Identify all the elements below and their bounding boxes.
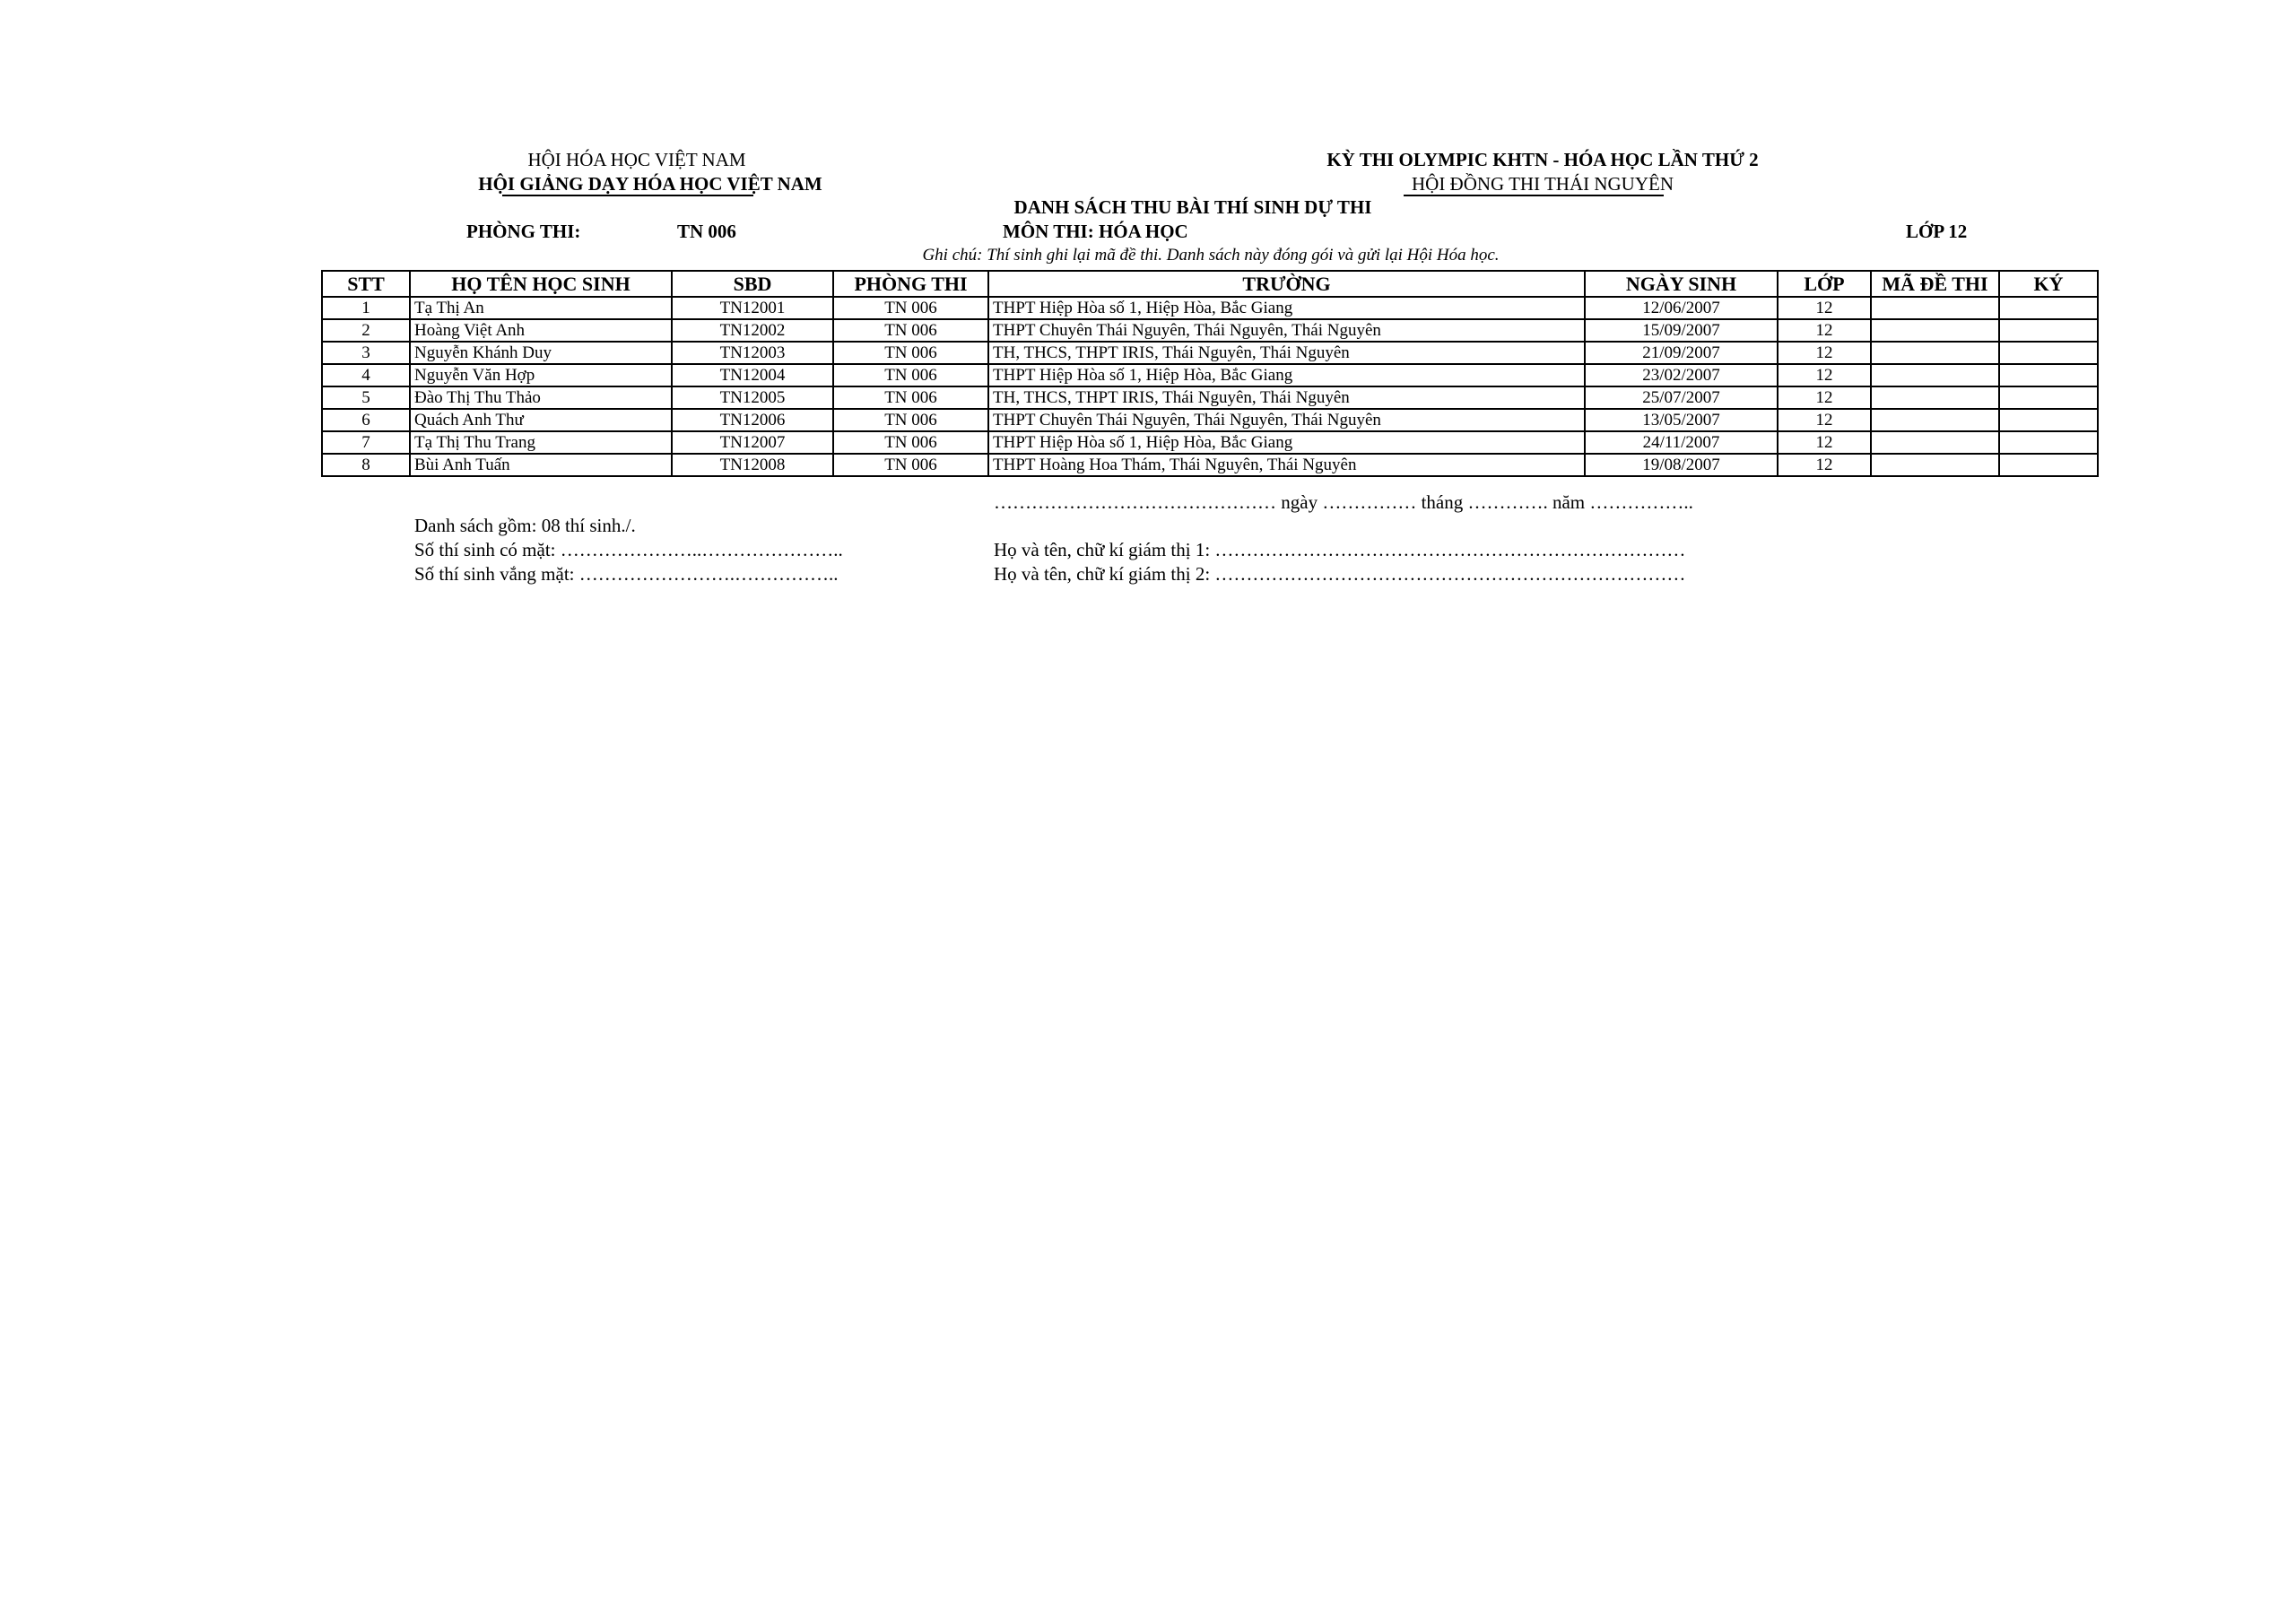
date-line: ……………………………………… ngày …………… tháng …………. năm …………….. [994,491,1693,513]
table-row [322,297,2098,319]
cell-stt: 4 [322,364,410,386]
note: Ghi chú: Thí sinh ghi lại mã đề thi. Danh sách này đóng gói và gửi lại Hội Hóa học. [922,246,1500,265]
cell-class: 12 [1778,454,1871,476]
table-row [322,431,2098,454]
proctor-1-signature: Họ và tên, chữ kí giám thị 1: ………………………………………………………………… [994,539,1686,560]
cell-room: TN 006 [833,454,988,476]
cell-school: THPT Chuyên Thái Nguyên, Thái Nguyên, Thái Nguyên [988,409,1585,431]
cell-school: TH, THCS, THPT IRIS, Thái Nguyên, Thái Nguyên [988,342,1585,364]
cell-birthdate: 13/05/2007 [1585,409,1778,431]
cell-stt: 7 [322,431,410,454]
cell-exam-code[interactable] [1871,454,1999,476]
col-sbd: SBD [672,271,833,297]
cell-sbd: TN12004 [672,364,833,386]
cell-sbd: TN12001 [672,297,833,319]
cell-sbd: TN12005 [672,386,833,409]
col-signature: KÝ [1999,271,2098,297]
cell-birthdate: 19/08/2007 [1585,454,1778,476]
table-row [322,319,2098,342]
table-header-row [322,271,2098,297]
cell-signature[interactable] [1999,409,2098,431]
cell-stt: 2 [322,319,410,342]
cell-name: Đào Thị Thu Thảo [410,386,672,409]
cell-signature[interactable] [1999,319,2098,342]
cell-room: TN 006 [833,364,988,386]
col-stt: STT [322,271,410,297]
cell-signature[interactable] [1999,297,2098,319]
cell-class: 12 [1778,431,1871,454]
table-row [322,386,2098,409]
cell-school: THPT Chuyên Thái Nguyên, Thái Nguyên, Thái Nguyên [988,319,1585,342]
cell-birthdate: 25/07/2007 [1585,386,1778,409]
absent-count: Số thí sinh vắng mặt: …………………….…………….. [414,563,839,585]
cell-school: THPT Hoàng Hoa Thám, Thái Nguyên, Thái Nguyên [988,454,1585,476]
cell-birthdate: 15/09/2007 [1585,319,1778,342]
cell-room: TN 006 [833,431,988,454]
cell-name: Nguyễn Khánh Duy [410,342,672,364]
cell-signature[interactable] [1999,386,2098,409]
col-room: PHÒNG THI [833,271,988,297]
present-count: Số thí sinh có mặt: …………………..………………….. [414,539,843,560]
cell-room: TN 006 [833,386,988,409]
col-exam-code: MÃ ĐỀ THI [1871,271,1999,297]
cell-name: Tạ Thị Thu Trang [410,431,672,454]
cell-room: TN 006 [833,319,988,342]
cell-school: THPT Hiệp Hòa số 1, Hiệp Hòa, Bắc Giang [988,297,1585,319]
table-row [322,364,2098,386]
council-underline [1404,195,1664,196]
cell-name: Tạ Thị An [410,297,672,319]
cell-exam-code[interactable] [1871,297,1999,319]
cell-signature[interactable] [1999,431,2098,454]
cell-room: TN 006 [833,297,988,319]
cell-stt: 8 [322,454,410,476]
cell-sbd: TN12008 [672,454,833,476]
col-birthdate: NGÀY SINH [1585,271,1778,297]
col-class: LỚP [1778,271,1871,297]
cell-name: Nguyễn Văn Hợp [410,364,672,386]
table-row [322,409,2098,431]
cell-stt: 3 [322,342,410,364]
cell-sbd: TN12003 [672,342,833,364]
exam-council: HỘI ĐỒNG THI THÁI NGUYÊN [1411,173,1674,195]
cell-signature[interactable] [1999,342,2098,364]
cell-class: 12 [1778,386,1871,409]
cell-class: 12 [1778,409,1871,431]
roster-table [321,270,2099,477]
room-value: TN 006 [677,221,736,242]
col-name: HỌ TÊN HỌC SINH [410,271,672,297]
cell-class: 12 [1778,342,1871,364]
cell-stt: 1 [322,297,410,319]
grade: LỚP 12 [1906,221,1968,242]
cell-class: 12 [1778,364,1871,386]
cell-exam-code[interactable] [1871,409,1999,431]
cell-birthdate: 23/02/2007 [1585,364,1778,386]
cell-name: Bùi Anh Tuấn [410,454,672,476]
cell-class: 12 [1778,319,1871,342]
cell-room: TN 006 [833,342,988,364]
cell-school: THPT Hiệp Hòa số 1, Hiệp Hòa, Bắc Giang [988,364,1585,386]
cell-exam-code[interactable] [1871,386,1999,409]
cell-signature[interactable] [1999,454,2098,476]
cell-class: 12 [1778,297,1871,319]
cell-exam-code[interactable] [1871,431,1999,454]
org-name: HỘI HÓA HỌC VIỆT NAM [527,149,746,170]
cell-school: TH, THCS, THPT IRIS, Thái Nguyên, Thái Nguyên [988,386,1585,409]
subject: MÔN THI: HÓA HỌC [1003,221,1188,242]
table-row [322,342,2098,364]
col-school: TRƯỜNG [988,271,1585,297]
cell-stt: 6 [322,409,410,431]
cell-school: THPT Hiệp Hòa số 1, Hiệp Hòa, Bắc Giang [988,431,1585,454]
cell-birthdate: 24/11/2007 [1585,431,1778,454]
cell-exam-code[interactable] [1871,342,1999,364]
total-count: Danh sách gồm: 08 thí sinh./. [414,515,636,536]
cell-room: TN 006 [833,409,988,431]
proctor-2-signature: Họ và tên, chữ kí giám thị 2: ………………………………………………………………… [994,563,1686,585]
cell-birthdate: 12/06/2007 [1585,297,1778,319]
cell-name: Hoàng Việt Anh [410,319,672,342]
table-row [322,454,2098,476]
exam-title: KỲ THI OLYMPIC KHTN - HÓA HỌC LẦN THỨ 2 [1326,149,1759,170]
cell-exam-code[interactable] [1871,364,1999,386]
cell-signature[interactable] [1999,364,2098,386]
org-underline [502,195,753,196]
cell-sbd: TN12007 [672,431,833,454]
cell-sbd: TN12006 [672,409,833,431]
cell-birthdate: 21/09/2007 [1585,342,1778,364]
list-title: DANH SÁCH THU BÀI THÍ SINH DỰ THI [1013,196,1372,218]
cell-exam-code[interactable] [1871,319,1999,342]
room-label: PHÒNG THI: [466,221,581,242]
org-subname: HỘI GIẢNG DẠY HÓA HỌC VIỆT NAM [478,173,822,195]
cell-sbd: TN12002 [672,319,833,342]
cell-name: Quách Anh Thư [410,409,672,431]
cell-stt: 5 [322,386,410,409]
